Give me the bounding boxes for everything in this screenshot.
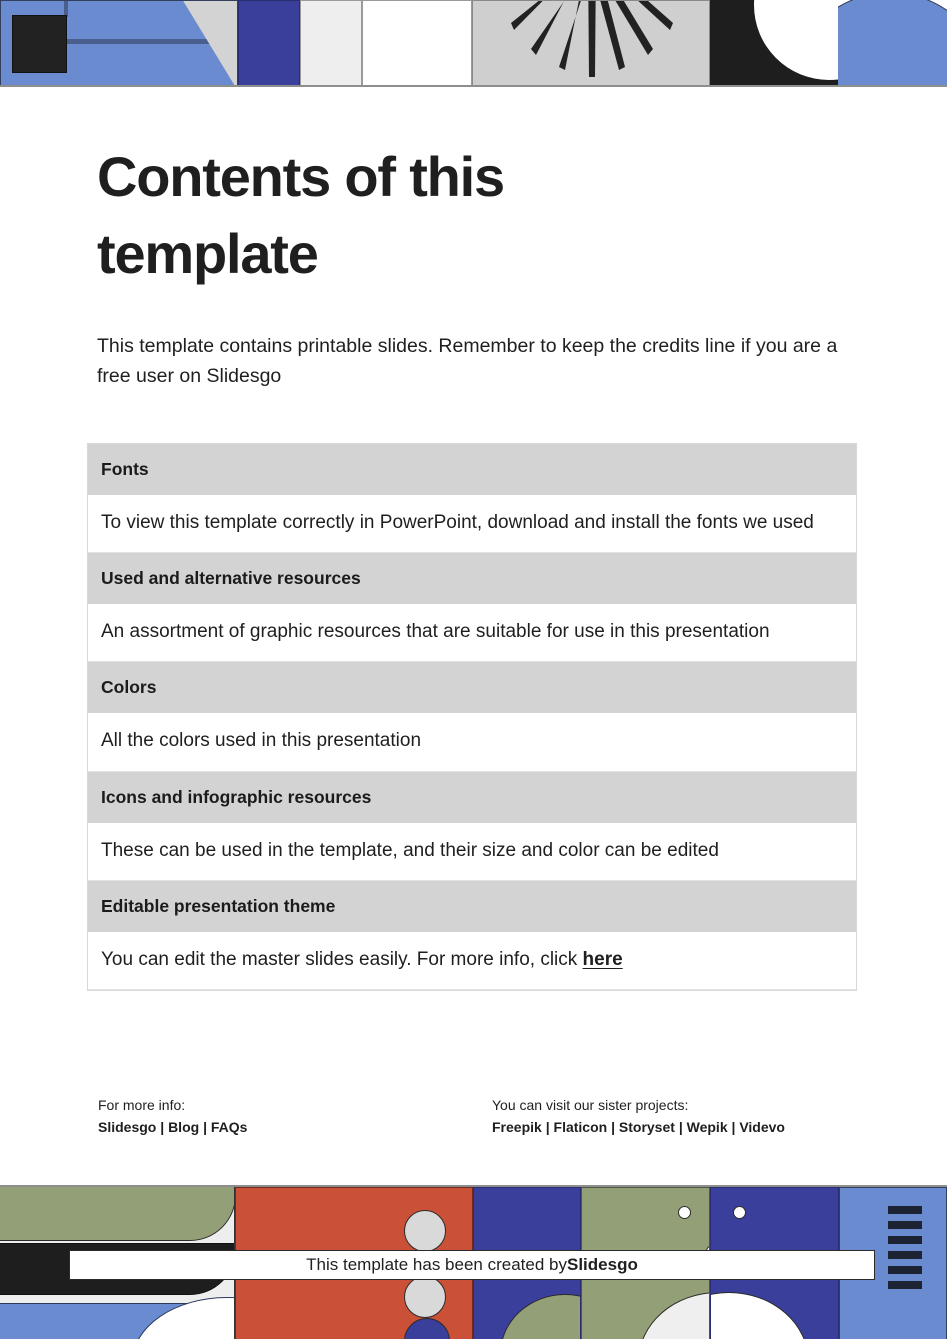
separator: |	[160, 1118, 165, 1135]
bar-segment	[888, 1221, 922, 1229]
link-blog[interactable]: Blog	[168, 1118, 200, 1135]
separator: |	[545, 1118, 550, 1135]
credit-brand: Slidesgo	[566, 1255, 638, 1274]
footer-more-info	[98, 1096, 247, 1138]
link-videvo[interactable]: Videvo	[739, 1118, 785, 1135]
dark-square-icon	[12, 15, 67, 73]
gray-circle-icon	[404, 1276, 446, 1318]
top-decorative-banner	[0, 0, 947, 87]
link-storyset[interactable]: Storyset	[618, 1118, 675, 1135]
table-row-body: All the colors used in this presentation	[88, 714, 856, 771]
page-title: Contents of this template	[97, 145, 504, 286]
link-slidesgo[interactable]: Slidesgo	[98, 1118, 157, 1135]
table-row-body: An assortment of graphic resources that are suitable for use in this presentation	[88, 605, 856, 662]
banner-cell-black-rounded	[710, 0, 838, 87]
olive-dome-decor	[500, 1294, 581, 1339]
table-row-body-text: You can edit the master slides easily. For more info, click	[101, 948, 583, 970]
link-wepik[interactable]: Wepik	[686, 1118, 728, 1135]
bar-segment	[888, 1236, 922, 1244]
white-dot-icon	[678, 1206, 691, 1219]
link-freepik[interactable]: Freepik	[492, 1118, 542, 1135]
footer-right-lead: You can visit our sister projects:	[492, 1097, 689, 1113]
light-dome-decor	[638, 1292, 710, 1339]
bar-segment	[888, 1281, 922, 1289]
banner-cell-blue-quarter	[838, 0, 947, 87]
banner-cell-white	[362, 0, 472, 87]
banner-cell-sunburst	[472, 0, 710, 87]
footer-sister-projects	[492, 1096, 785, 1138]
table-row-header: Editable presentation theme	[88, 881, 856, 933]
white-dome-decor	[710, 1292, 809, 1339]
banner-cell-lightgray	[300, 0, 362, 87]
link-flaticon[interactable]: Flaticon	[553, 1118, 608, 1135]
here-link[interactable]: here	[582, 948, 623, 970]
bar-segment	[888, 1266, 922, 1274]
olive-band-decor	[0, 1187, 235, 1241]
indigo-circle-icon	[404, 1318, 450, 1339]
link-faqs[interactable]: FAQs	[210, 1118, 248, 1135]
separator: |	[203, 1118, 207, 1135]
credit-text: This template has been created by	[306, 1255, 567, 1274]
table-row-header: Icons and infographic resources	[88, 772, 856, 824]
table-row-header: Fonts	[88, 444, 856, 496]
bar-segment	[888, 1206, 922, 1214]
intro-paragraph: This template contains printable slides. Remember to keep the credits line if you are a free user on Slidesgo	[97, 335, 838, 387]
contents-table	[87, 443, 857, 991]
separator: |	[611, 1118, 615, 1135]
separator: |	[678, 1118, 683, 1135]
separator: |	[731, 1118, 736, 1135]
diagonal-gray-wedge	[182, 0, 238, 87]
table-row-body: These can be used in the template, and their size and color can be edited	[88, 824, 856, 881]
footer-left-lead: For more info:	[98, 1097, 186, 1113]
sunburst-icon	[473, 1, 710, 87]
gray-circle-icon	[404, 1210, 446, 1252]
banner-cell-blue-square	[0, 0, 238, 87]
footer-right-links	[492, 1118, 785, 1138]
table-row-header: Colors	[88, 662, 856, 714]
white-dot-icon	[733, 1206, 746, 1219]
table-row-body	[88, 933, 856, 990]
table-row-header: Used and alternative resources	[88, 553, 856, 605]
blue-quarter-circle-icon	[838, 0, 947, 87]
table-row-body: To view this template correctly in PowerPoint, download and install the fonts we used	[88, 496, 856, 553]
banner-cell-indigo	[238, 0, 300, 87]
bar-stack-icon	[888, 1206, 922, 1296]
footer-left-links	[98, 1118, 247, 1138]
bar-segment	[888, 1251, 922, 1259]
credit-strip	[69, 1250, 875, 1280]
